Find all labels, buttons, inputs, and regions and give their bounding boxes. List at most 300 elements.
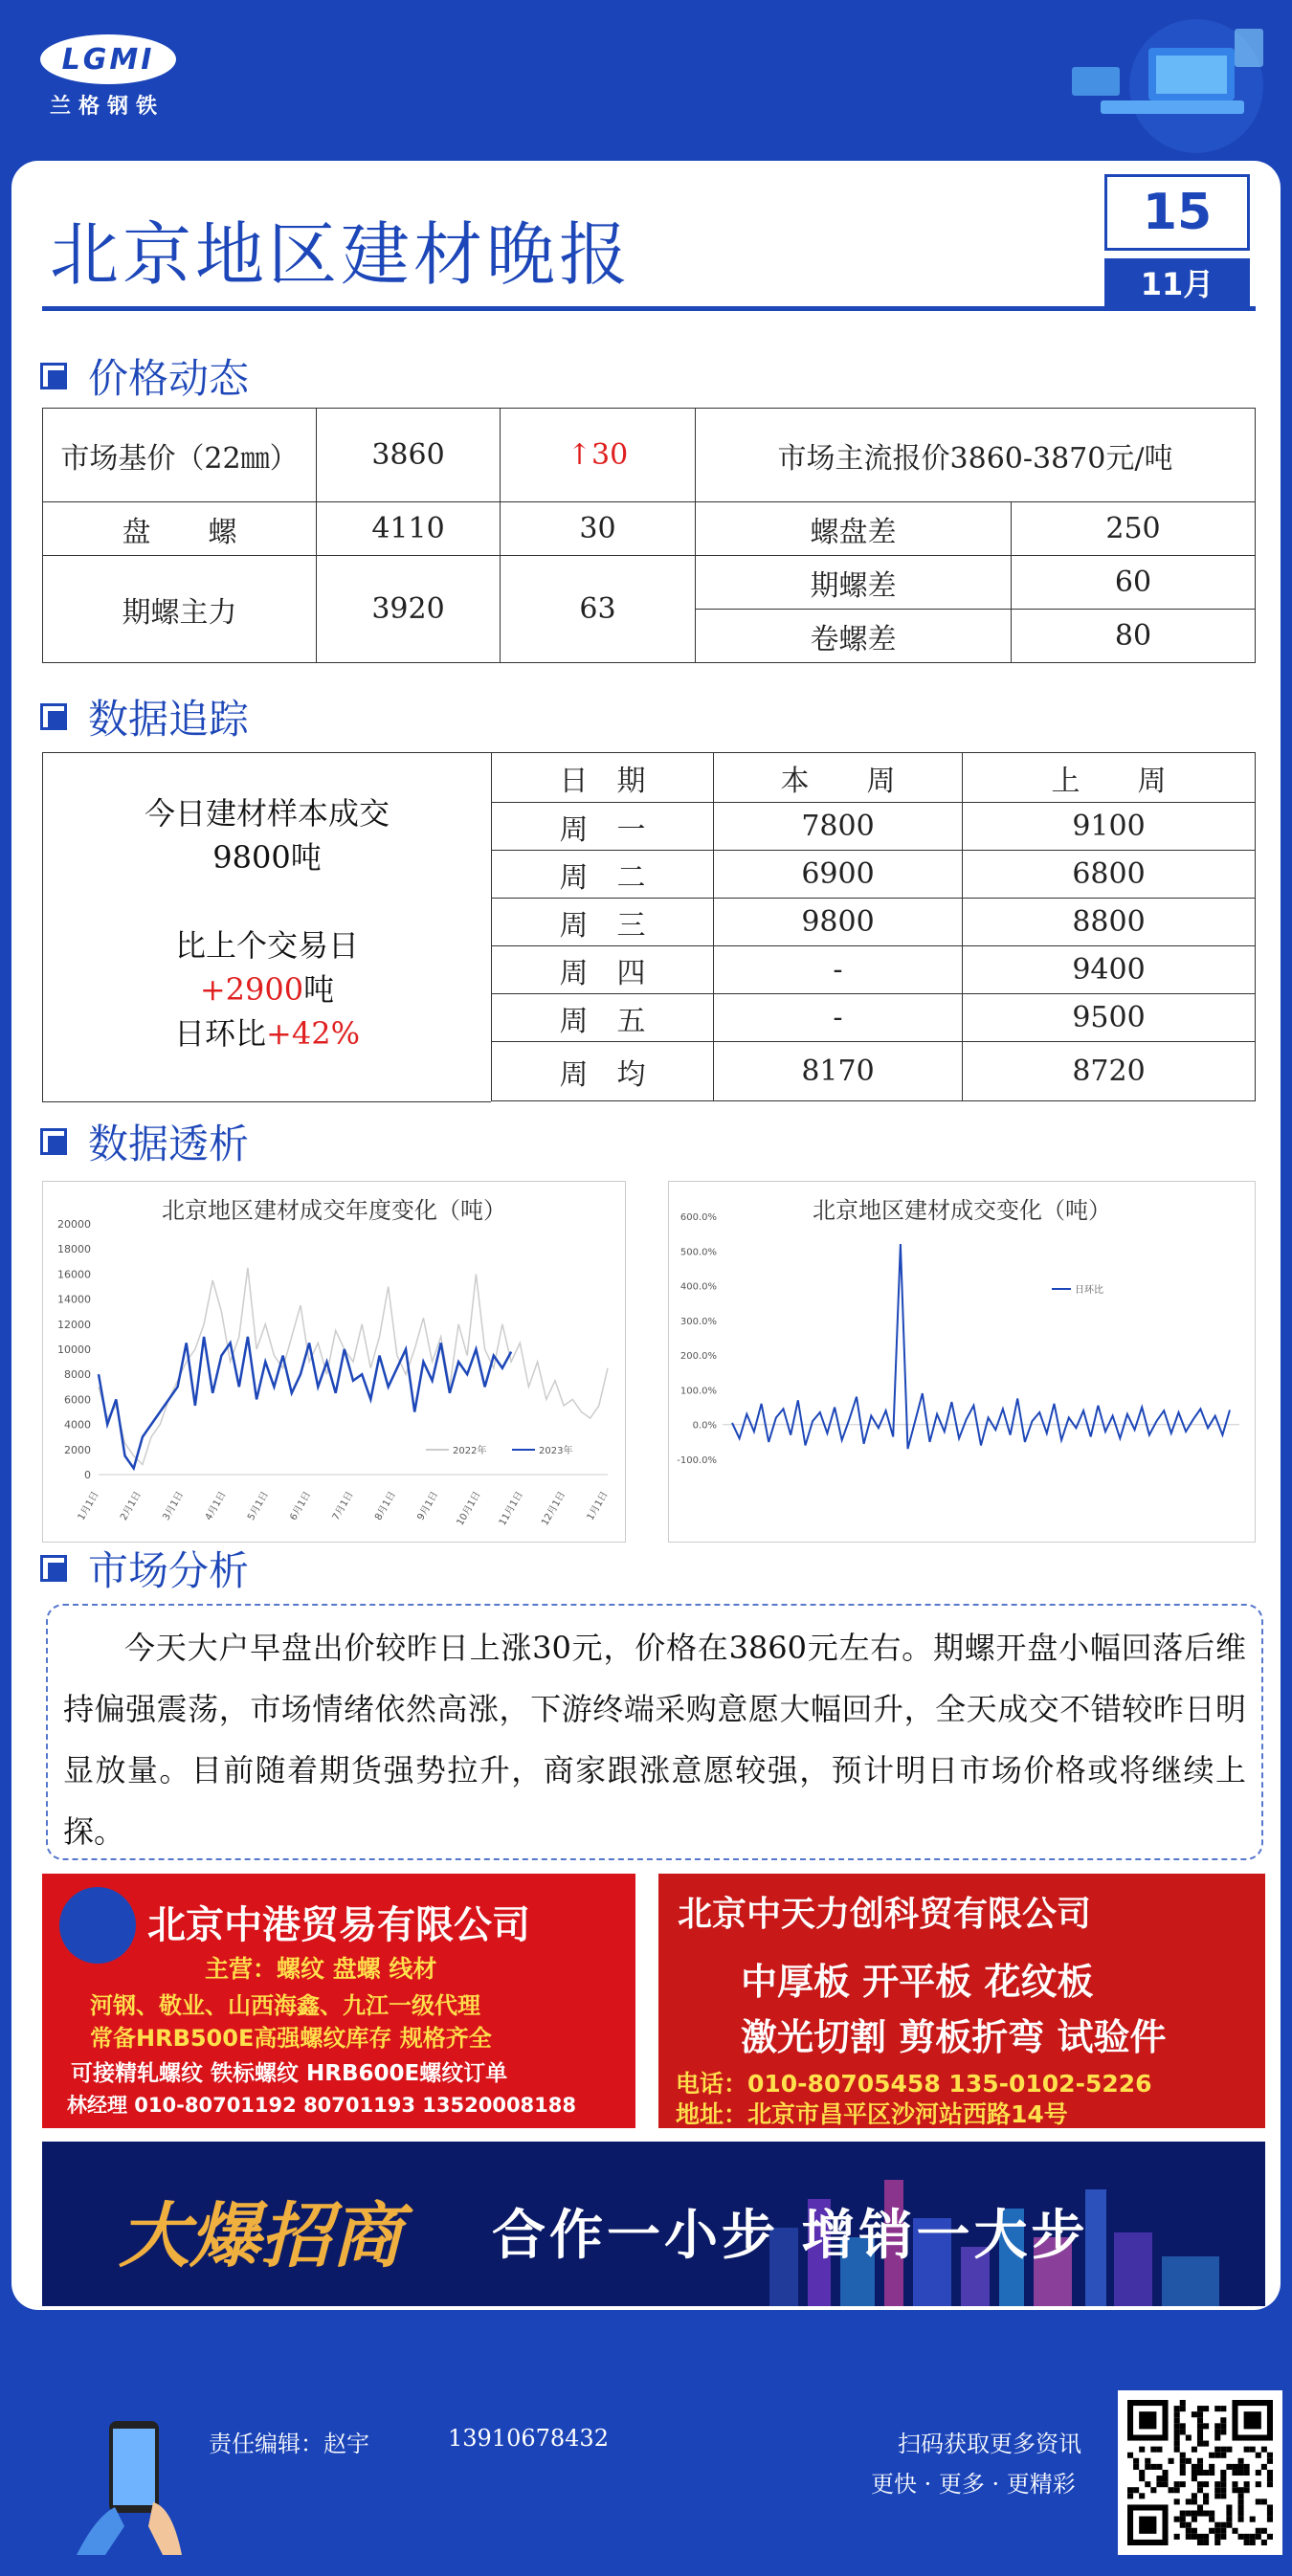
qr-module [1180, 2522, 1186, 2528]
qr-module [1250, 2517, 1256, 2522]
phone-hand-icon [57, 2411, 201, 2565]
annual-volume-plot [43, 1182, 625, 1542]
row-last-week: 8720 [963, 1042, 1256, 1101]
x-tick-label: 1月1日 [585, 1490, 611, 1522]
futures-label: 期螺主力 [43, 556, 317, 663]
qr-module [1244, 2540, 1250, 2545]
date-day: 15 [1104, 174, 1250, 251]
qr-module [1209, 2511, 1214, 2517]
qr-module [1261, 2447, 1267, 2453]
summary-volume: 9800吨 [212, 839, 322, 876]
spread-label: 期螺差 [696, 556, 1012, 610]
qr-module [1214, 2528, 1220, 2534]
row-last-week: 9500 [963, 994, 1256, 1042]
x-tick-label: 4月1日 [203, 1490, 229, 1522]
annual-volume-chart [42, 1181, 626, 1543]
qr-module [1267, 2511, 1273, 2517]
date-month: 11月 [1104, 258, 1250, 306]
qr-module [1192, 2411, 1197, 2417]
qr-module [1244, 2470, 1250, 2476]
qr-module [1186, 2534, 1192, 2540]
daily-change-chart [668, 1181, 1256, 1543]
qr-module [1209, 2528, 1214, 2534]
qr-module [1197, 2423, 1203, 2429]
weekly-volume-table [491, 752, 1256, 1101]
table-row [492, 803, 1256, 851]
qr-module [1214, 2522, 1220, 2528]
section-square-icon [40, 1128, 67, 1155]
qr-module [1180, 2458, 1186, 2464]
report-card [11, 161, 1281, 2310]
qr-module [1214, 2434, 1220, 2440]
top-banner [0, 0, 1292, 163]
qr-module [1133, 2487, 1139, 2493]
qr-module [1256, 2470, 1261, 2476]
x-tick-label: 2月1日 [119, 1490, 144, 1522]
qr-module [1180, 2464, 1186, 2470]
qr-module [1197, 2441, 1203, 2447]
qr-module [1238, 2534, 1244, 2540]
qr-module [1180, 2453, 1186, 2458]
section-price-header [40, 352, 249, 400]
qr-module [1156, 2481, 1162, 2487]
qr-module [1220, 2423, 1226, 2429]
coil-value: 4110 [317, 502, 501, 556]
table-row [492, 1042, 1256, 1101]
qr-module [1192, 2498, 1197, 2504]
qr-module [1244, 2487, 1250, 2493]
qr-module [1214, 2487, 1220, 2493]
qr-module [1197, 2504, 1203, 2510]
qr-module [1267, 2476, 1273, 2481]
summary-line: 比上个交易日 [174, 927, 359, 964]
y-tick-label: 14000 [57, 1293, 91, 1306]
y-tick-label: -100.0% [677, 1455, 717, 1466]
section-square-icon [40, 363, 67, 389]
ad-brand: 大爆招商 [119, 2195, 402, 2277]
qr-module [1127, 2487, 1133, 2493]
table-row [492, 851, 1256, 899]
qr-module [1261, 2464, 1267, 2470]
qr-module [1220, 2534, 1226, 2540]
qr-module [1162, 2470, 1168, 2476]
qr-module [1192, 2464, 1197, 2470]
qr-module [1203, 2441, 1209, 2447]
y-tick-label: 600.0% [679, 1212, 717, 1223]
qr-module [1226, 2511, 1232, 2517]
qr-module [1267, 2534, 1273, 2540]
y-tick-label: 20000 [57, 1218, 91, 1231]
qr-module [1197, 2540, 1203, 2545]
y-tick-label: 0.0% [692, 1420, 717, 1432]
spread-value: 250 [1012, 502, 1256, 556]
ad-zhonggang[interactable] [42, 1874, 635, 2128]
qr-module [1186, 2511, 1192, 2517]
y-tick-label: 300.0% [679, 1316, 717, 1327]
qr-module [1174, 2411, 1180, 2417]
x-tick-label: 1月1日 [76, 1490, 101, 1522]
qr-module [1238, 2498, 1244, 2504]
qr-module [1174, 2441, 1180, 2447]
qr-module [1220, 2417, 1226, 2423]
row-this-week: 6900 [714, 851, 963, 899]
ad-subtitle: 主营：螺纹 盘螺 线材 [205, 1955, 437, 1983]
qr-module [1197, 2417, 1203, 2423]
qr-module [1145, 2458, 1150, 2464]
qr-module [1180, 2470, 1186, 2476]
qr-module [1220, 2481, 1226, 2487]
qr-module [1209, 2517, 1214, 2522]
section-tracking-title: 数据追踪 [88, 696, 250, 743]
legend-label: 2023年 [539, 1446, 573, 1456]
qr-module [1174, 2434, 1180, 2440]
y-tick-label: 12000 [57, 1318, 91, 1331]
qr-module [1256, 2453, 1261, 2458]
spread-value: 60 [1012, 556, 1256, 610]
spread-label: 螺盘差 [696, 502, 1012, 556]
base-price-label: 市场基价（22㎜） [43, 409, 317, 502]
qr-module [1169, 2458, 1174, 2464]
section-charts-header [40, 1118, 249, 1166]
qr-module [1174, 2498, 1180, 2504]
qr-module [1232, 2487, 1237, 2493]
qr-module [1186, 2458, 1192, 2464]
qr-module [1261, 2540, 1267, 2545]
qr-module [1197, 2434, 1203, 2440]
qr-module [1238, 2464, 1244, 2470]
qr-module [1226, 2517, 1232, 2522]
y-tick-label: 6000 [64, 1393, 91, 1407]
qr-module [1244, 2534, 1250, 2540]
ad-address: 地址：北京市昌平区沙河站西路14号 [676, 2100, 1068, 2128]
qr-module [1174, 2417, 1180, 2423]
market-analysis-text: 今天大户早盘出价较昨日上涨30元，价格在3860元左右。期螺开盘小幅回落后维持偏强震荡，市场情绪依然高涨，下游终端采购意愿大幅回升，全天成交不错较昨日明显放量。目前随着期货强势拉升，商家跟涨意愿较强，预计明日市场价格或将继续上探。 [46, 1604, 1263, 1860]
title-underline [42, 306, 1256, 311]
qr-module [1174, 2534, 1180, 2540]
qr-module [1238, 2458, 1244, 2464]
qr-module [1214, 2481, 1220, 2487]
qr-module [1156, 2464, 1162, 2470]
qr-module [1238, 2493, 1244, 2498]
legend-label: 2022年 [453, 1446, 487, 1456]
row-day: 周 四 [492, 946, 714, 994]
row-this-week: 9800 [714, 899, 963, 946]
section-price-title: 价格动态 [88, 355, 250, 402]
qr-module [1174, 2517, 1180, 2522]
col-header: 上 周 [963, 753, 1256, 803]
qr-module [1220, 2493, 1226, 2498]
delta-unit: 吨 [303, 971, 335, 1008]
qr-module [1169, 2487, 1174, 2493]
logo-mark: LGMI [40, 34, 176, 84]
qr-module [1180, 2481, 1186, 2487]
qr-module [1238, 2517, 1244, 2522]
qr-module [1197, 2481, 1203, 2487]
qr-module [1203, 2540, 1209, 2545]
qr-module [1220, 2447, 1226, 2453]
qr-module [1203, 2498, 1209, 2504]
qr-module [1214, 2423, 1220, 2429]
row-day: 周 均 [492, 1042, 714, 1101]
series-line [99, 1268, 608, 1465]
qr-module [1250, 2540, 1256, 2545]
qr-module [1127, 2493, 1133, 2498]
qr-module [1186, 2434, 1192, 2440]
ad-investment-banner[interactable] [42, 2142, 1265, 2306]
qr-module [1180, 2511, 1186, 2517]
row-this-week: 8170 [714, 1042, 963, 1101]
qr-module [1232, 2470, 1237, 2476]
qr-module [1214, 2493, 1220, 2498]
y-tick-label: 400.0% [679, 1281, 717, 1293]
qr-module [1174, 2423, 1180, 2429]
qr-module [1180, 2400, 1186, 2406]
editor-label: 责任编辑：赵宇 [209, 2431, 369, 2457]
qr-module [1197, 2534, 1203, 2540]
qr-module [1214, 2453, 1220, 2458]
qr-caption: 扫码获取更多资讯 [898, 2431, 1081, 2457]
y-tick-label: 16000 [57, 1268, 91, 1281]
qr-module [1139, 2470, 1145, 2476]
qr-module [1186, 2522, 1192, 2528]
qr-module [1127, 2453, 1133, 2458]
qr-module [1174, 2406, 1180, 2411]
qr-module [1267, 2458, 1273, 2464]
qr-module [1226, 2522, 1232, 2528]
tagline: 更快 · 更多 · 更精彩 [871, 2471, 1076, 2498]
qr-module [1133, 2464, 1139, 2470]
delta-value: +2900 [199, 971, 304, 1008]
coil-change: 30 [501, 502, 696, 556]
qr-module [1203, 2493, 1209, 2498]
y-tick-label: 4000 [64, 1418, 91, 1432]
logo-chinese-name: 兰格钢铁 [50, 95, 166, 119]
section-market-title: 市场分析 [88, 1547, 250, 1594]
ratio-value: +42% [266, 1015, 360, 1052]
qr-module [1156, 2476, 1162, 2481]
qr-module [1214, 2534, 1220, 2540]
qr-module [1214, 2447, 1220, 2453]
row-day: 周 三 [492, 899, 714, 946]
qr-module [1267, 2517, 1273, 2522]
qr-module [1197, 2511, 1203, 2517]
x-tick-label: 3月1日 [161, 1490, 187, 1522]
qr-module [1226, 2464, 1232, 2470]
qr-module [1203, 2481, 1209, 2487]
qr-module [1186, 2498, 1192, 2504]
qr-module [1238, 2511, 1244, 2517]
y-tick-label: 200.0% [679, 1351, 717, 1363]
qr-module [1256, 2534, 1261, 2540]
y-tick-label: 18000 [57, 1243, 91, 1256]
qr-module [1197, 2406, 1203, 2411]
qr-module [1150, 2487, 1156, 2493]
table-row [492, 946, 1256, 994]
qr-module [1214, 2429, 1220, 2434]
qr-module [1226, 2504, 1232, 2510]
qr-module [1180, 2517, 1186, 2522]
qr-module [1220, 2476, 1226, 2481]
qr-module [1226, 2447, 1232, 2453]
qr-module [1209, 2470, 1214, 2476]
x-tick-label: 6月1日 [288, 1490, 314, 1522]
legend-label: 日环比 [1075, 1285, 1103, 1296]
y-tick-label: 2000 [64, 1443, 91, 1456]
qr-module [1180, 2423, 1186, 2429]
qr-module [1174, 2487, 1180, 2493]
ad-line: 中厚板 开平板 花纹板 [741, 1961, 1094, 2003]
ad-line: 河钢、敬业、山西海鑫、九江一级代理 [90, 1992, 480, 2019]
qr-module [1203, 2406, 1209, 2411]
qr-module [1203, 2511, 1209, 2517]
editor-phone[interactable]: 13910678432 [448, 2425, 609, 2452]
qr-code[interactable] [1118, 2390, 1282, 2555]
ad-phone: 电话：010-80705458 135-0102-5226 [676, 2070, 1152, 2098]
ad-contact: 林经理 010-80701192 80701193 13520008188 [67, 2094, 577, 2117]
row-this-week: - [714, 946, 963, 994]
qr-finder-core [1139, 2517, 1156, 2534]
qr-module [1256, 2528, 1261, 2534]
y-tick-label: 10000 [57, 1344, 91, 1356]
ad-line: 可接精轧螺纹 铁标螺纹 HRB600E螺纹订单 [71, 2061, 508, 2086]
row-last-week: 6800 [963, 851, 1256, 899]
qr-module [1145, 2464, 1150, 2470]
qr-module [1232, 2464, 1237, 2470]
qr-finder-core [1244, 2411, 1261, 2429]
qr-module [1250, 2534, 1256, 2540]
qr-module [1192, 2447, 1197, 2453]
row-last-week: 9400 [963, 946, 1256, 994]
lgmi-logo[interactable] [40, 34, 184, 121]
qr-module [1192, 2528, 1197, 2534]
section-square-icon [40, 1555, 67, 1582]
section-square-icon [40, 703, 67, 730]
x-tick-label: 10月1日 [455, 1490, 483, 1528]
coil-label: 盘 螺 [43, 502, 317, 556]
ratio-label: 日环比 [174, 1015, 267, 1052]
price-table [42, 408, 1256, 663]
zhonggang-logo-icon [59, 1887, 136, 1964]
qr-module [1220, 2406, 1226, 2411]
qr-module [1220, 2487, 1226, 2493]
qr-module [1244, 2464, 1250, 2470]
qr-module [1186, 2528, 1192, 2534]
footer [0, 2310, 1292, 2576]
qr-module [1174, 2447, 1180, 2453]
summary-delta [43, 967, 491, 1011]
mainstream-quote: 市场主流报价3860-3870元/吨 [696, 409, 1256, 502]
qr-module [1156, 2447, 1162, 2453]
futures-value: 3920 [317, 556, 501, 663]
qr-module [1256, 2481, 1261, 2487]
section-charts-title: 数据透析 [88, 1121, 250, 1167]
qr-module [1238, 2504, 1244, 2510]
ad-title: 北京中天力创科贸有限公司 [678, 1895, 1092, 1934]
qr-module [1267, 2453, 1273, 2458]
qr-module [1214, 2406, 1220, 2411]
qr-code-icon [1127, 2400, 1273, 2545]
section-tracking-header [40, 693, 249, 741]
row-day: 周 二 [492, 851, 714, 899]
qr-module [1238, 2487, 1244, 2493]
qr-module [1209, 2453, 1214, 2458]
ad-line: 常备HRB500E高强螺纹库存 规格齐全 [90, 2025, 492, 2052]
row-this-week: 7800 [714, 803, 963, 851]
qr-module [1203, 2470, 1209, 2476]
qr-module [1250, 2447, 1256, 2453]
ad-zhongtianli[interactable] [658, 1874, 1265, 2128]
qr-module [1174, 2481, 1180, 2487]
qr-module [1174, 2429, 1180, 2434]
qr-module [1232, 2528, 1237, 2534]
series-line [99, 1337, 511, 1469]
qr-module [1197, 2458, 1203, 2464]
spread-value: 80 [1012, 610, 1256, 663]
daily-change-plot [669, 1182, 1255, 1542]
qr-module [1162, 2481, 1168, 2487]
qr-module [1145, 2481, 1150, 2487]
qr-module [1203, 2423, 1209, 2429]
tech-illustration [1034, 10, 1273, 172]
qr-module [1150, 2447, 1156, 2453]
qr-module [1220, 2470, 1226, 2476]
qr-module [1220, 2453, 1226, 2458]
row-last-week: 9100 [963, 803, 1256, 851]
y-tick-label: 500.0% [679, 1247, 717, 1258]
qr-module [1192, 2493, 1197, 2498]
qr-module [1197, 2411, 1203, 2417]
qr-module [1133, 2458, 1139, 2464]
chart-title: 北京地区建材成交年度变化（吨） [162, 1197, 506, 1224]
series-line [732, 1244, 1230, 1449]
col-header: 日 期 [492, 753, 714, 803]
qr-module [1267, 2470, 1273, 2476]
qr-module [1139, 2493, 1145, 2498]
qr-module [1256, 2498, 1261, 2504]
table-row [492, 994, 1256, 1042]
x-tick-label: 11月1日 [497, 1490, 525, 1528]
y-tick-label: 100.0% [679, 1386, 717, 1397]
row-this-week: - [714, 994, 963, 1042]
ad-slogan: 合作一小步 增销一大步 [492, 2205, 1089, 2267]
y-tick-label: 8000 [64, 1368, 91, 1382]
summary-ratio [43, 1011, 491, 1055]
qr-module [1197, 2429, 1203, 2434]
table-row [492, 899, 1256, 946]
qr-module [1214, 2540, 1220, 2545]
ad-title: 北京中港贸易有限公司 [147, 1903, 530, 1947]
qr-module [1139, 2447, 1145, 2453]
qr-module [1261, 2498, 1267, 2504]
qr-module [1192, 2517, 1197, 2522]
section-market-header [40, 1544, 249, 1592]
base-price-change: ↑30 [501, 409, 696, 502]
x-tick-label: 9月1日 [415, 1490, 441, 1522]
ad-line: 激光切割 剪板折弯 试验件 [741, 2016, 1167, 2058]
x-tick-label: 12月1日 [540, 1490, 568, 1528]
qr-module [1261, 2528, 1267, 2534]
row-day: 周 五 [492, 994, 714, 1042]
qr-module [1220, 2522, 1226, 2528]
x-tick-label: 5月1日 [246, 1490, 271, 1522]
y-tick-label: 0 [84, 1469, 91, 1481]
qr-module [1244, 2481, 1250, 2487]
qr-module [1203, 2534, 1209, 2540]
qr-module [1197, 2487, 1203, 2493]
qr-module [1244, 2447, 1250, 2453]
page-title: 北京地区建材晚报 [50, 214, 633, 295]
qr-module [1192, 2470, 1197, 2476]
